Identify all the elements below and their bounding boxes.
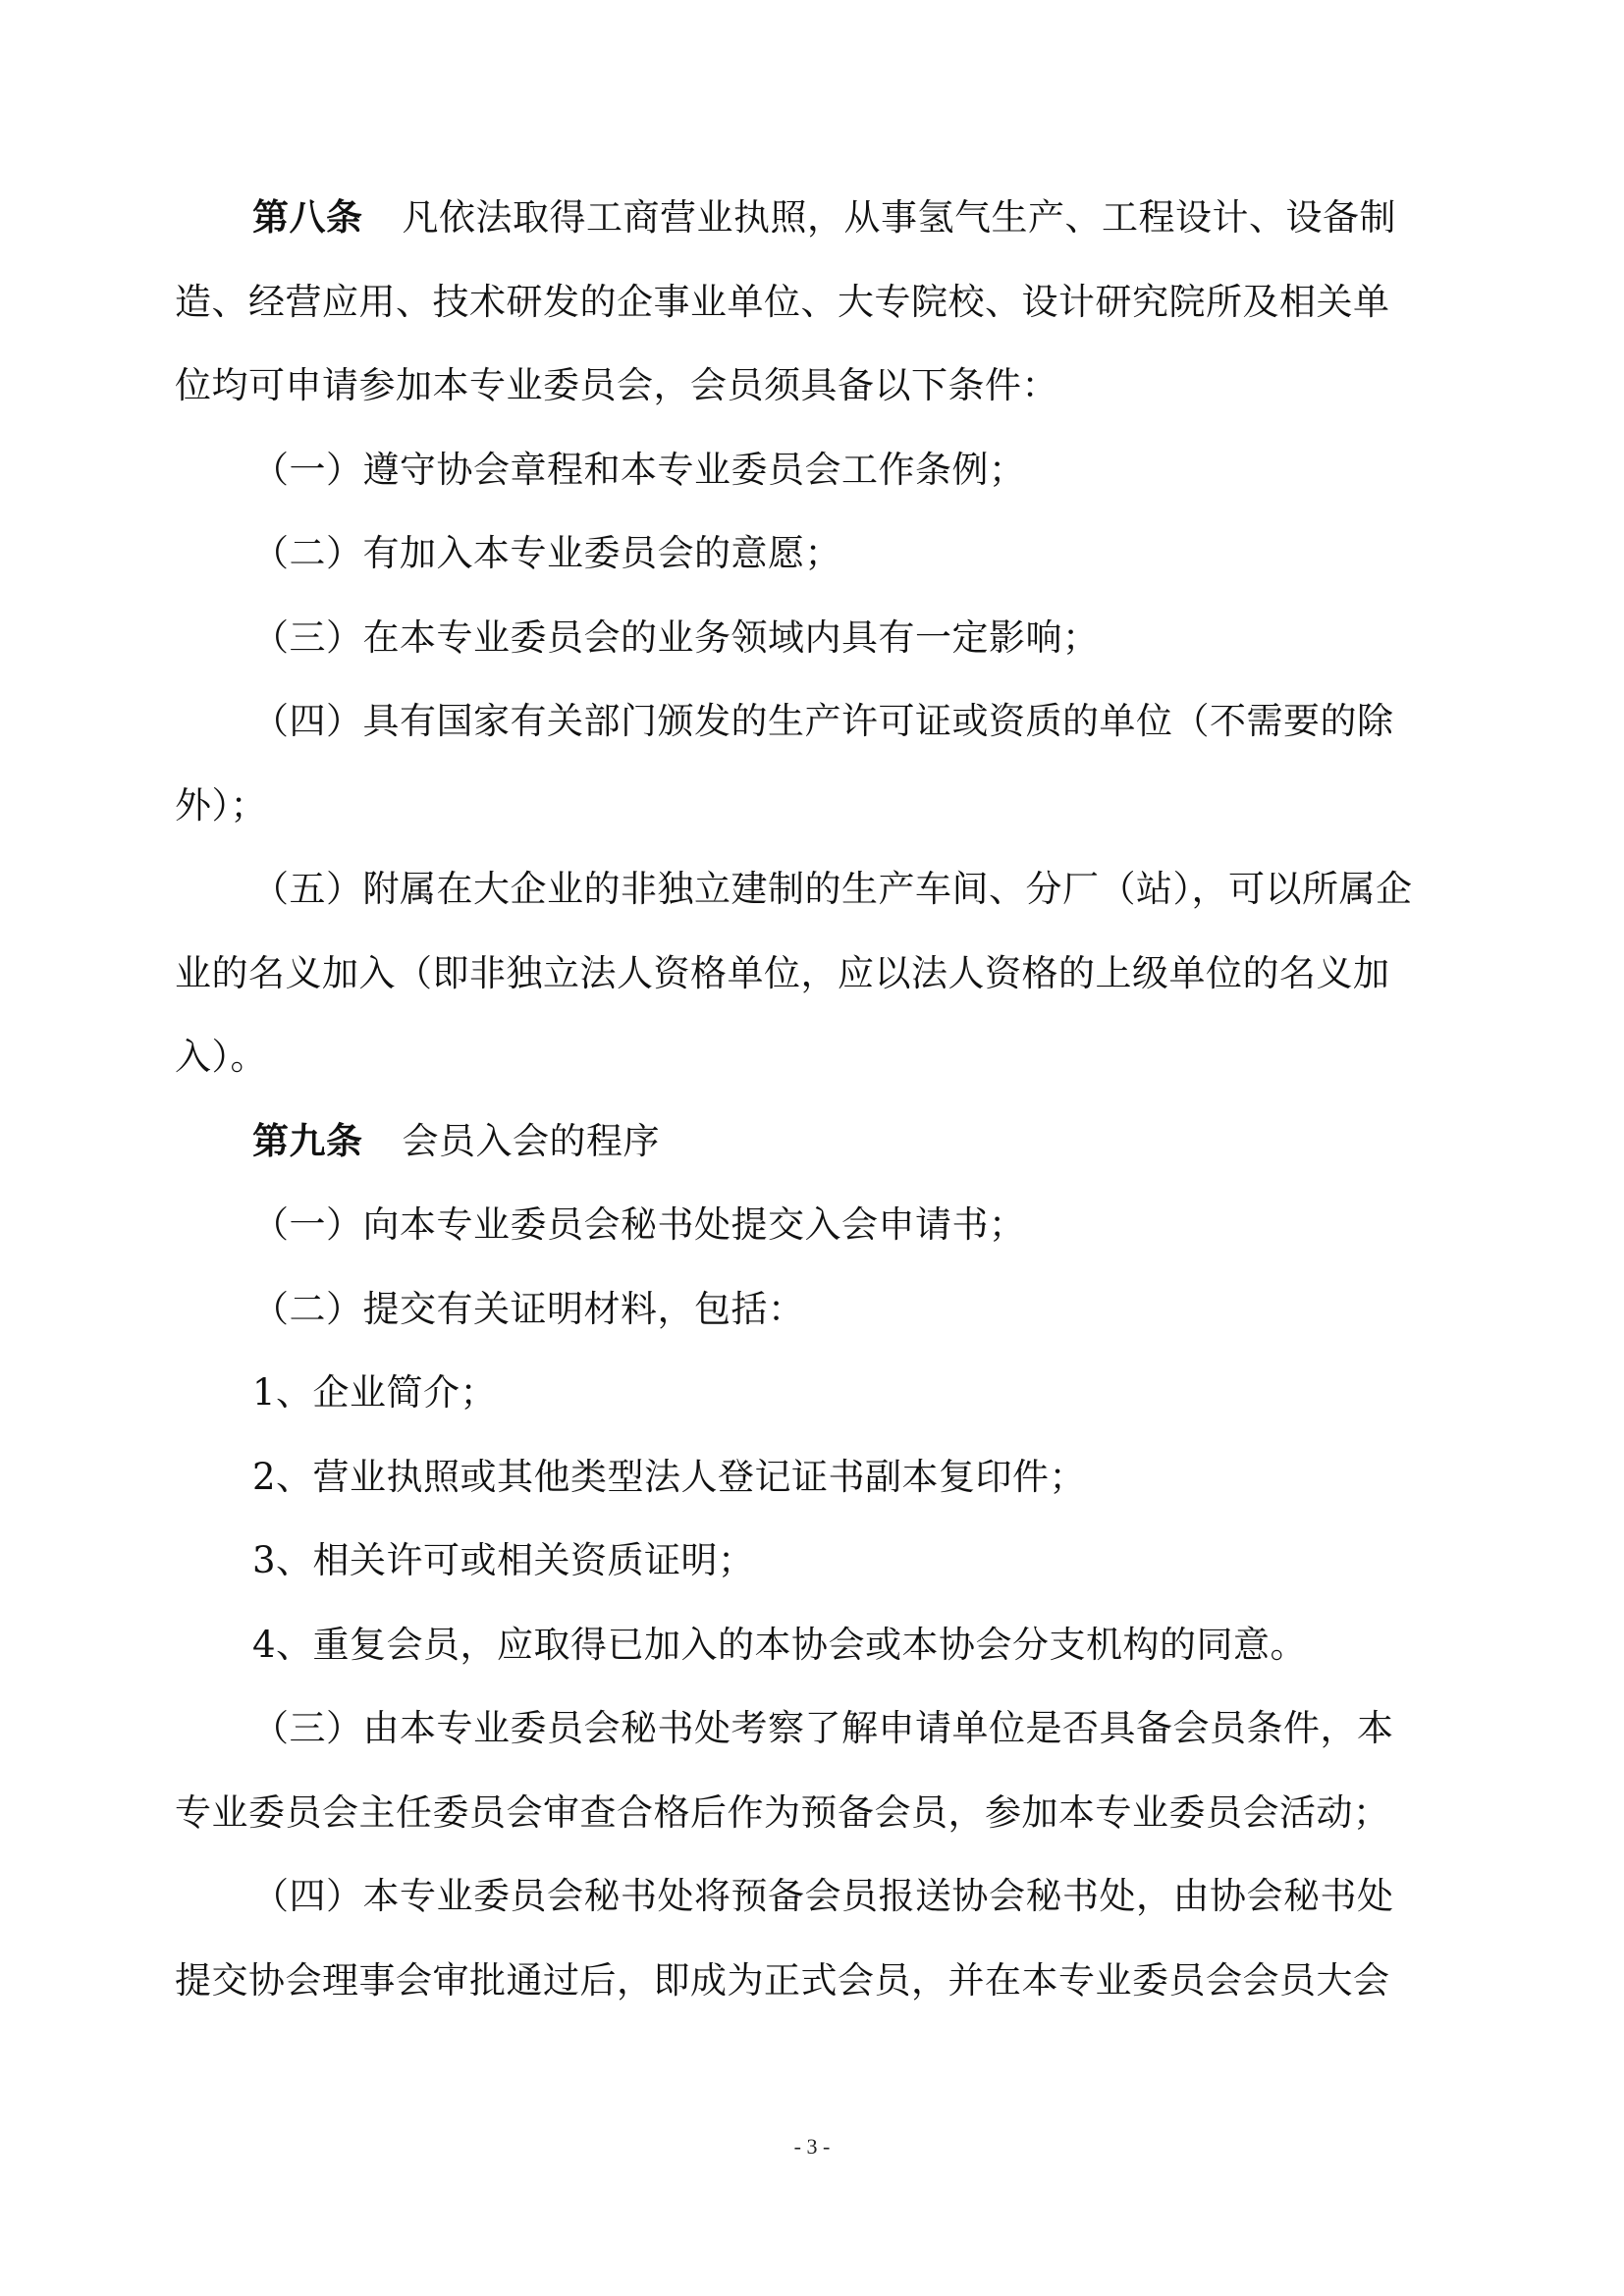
condition-5-cont-1: 业的名义加入（即非独立法人资格单位，应以法人资格的上级单位的名义加 xyxy=(175,952,1390,994)
condition-4-cont: 外）； xyxy=(175,784,267,827)
page-number: - 3 - xyxy=(793,2134,831,2159)
material-3: 3、相关许可或相关资质证明； xyxy=(252,1539,755,1581)
procedure-1: （一）向本专业委员会秘书处提交入会申请书； xyxy=(252,1203,1026,1246)
material-4: 4、重复会员，应取得已加入的本协会或本协会分支机构的同意。 xyxy=(252,1624,1308,1666)
material-1: 1、企业简介； xyxy=(252,1371,498,1414)
condition-1: （一）遵守协会章程和本专业委员会工作条例； xyxy=(252,449,1026,491)
condition-2: （二）有加入本专业委员会的意愿； xyxy=(252,532,841,574)
procedure-3-cont: 专业委员会主任委员会审查合格后作为预备会员，参加本专业委员会活动； xyxy=(175,1791,1390,1834)
article-9-title: 会员入会的程序 xyxy=(402,1120,660,1162)
procedure-4-cont: 提交协会理事会审批通过后，即成为正式会员，并在本专业委员会会员大会 xyxy=(175,1959,1390,2002)
material-2: 2、营业执照或其他类型法人登记证书副本复印件； xyxy=(252,1456,1087,1498)
procedure-2: （二）提交有关证明材料，包括： xyxy=(252,1288,805,1330)
article-8-line-2: 造、经营应用、技术研发的企事业单位、大专院校、设计研究院所及相关单 xyxy=(175,281,1390,323)
condition-5: （五）附属在大企业的非独立建制的生产车间、分厂（站），可以所属企 xyxy=(252,868,1413,910)
condition-4: （四）具有国家有关部门颁发的生产许可证或资质的单位（不需要的除 xyxy=(252,700,1394,742)
condition-5-cont-2: 入）。 xyxy=(175,1036,267,1078)
article-8-line-3: 位均可申请参加本专业委员会，会员须具备以下条件： xyxy=(175,364,1058,406)
condition-3: （三）在本专业委员会的业务领域内具有一定影响； xyxy=(252,616,1100,659)
procedure-4: （四）本专业委员会秘书处将预备会员报送协会秘书处，由协会秘书处 xyxy=(252,1875,1394,1917)
procedure-3: （三）由本专业委员会秘书处考察了解申请单位是否具备会员条件，本 xyxy=(252,1707,1394,1749)
article-8-first-line xyxy=(252,196,1529,240)
article-8-text: 凡依法取得工商营业执照，从事氢气生产、工程设计、设备制 xyxy=(402,196,1396,239)
article-8-heading: 第八条 xyxy=(252,196,363,239)
article-9-heading-line xyxy=(252,1120,1529,1163)
article-9-heading: 第九条 xyxy=(252,1120,363,1162)
